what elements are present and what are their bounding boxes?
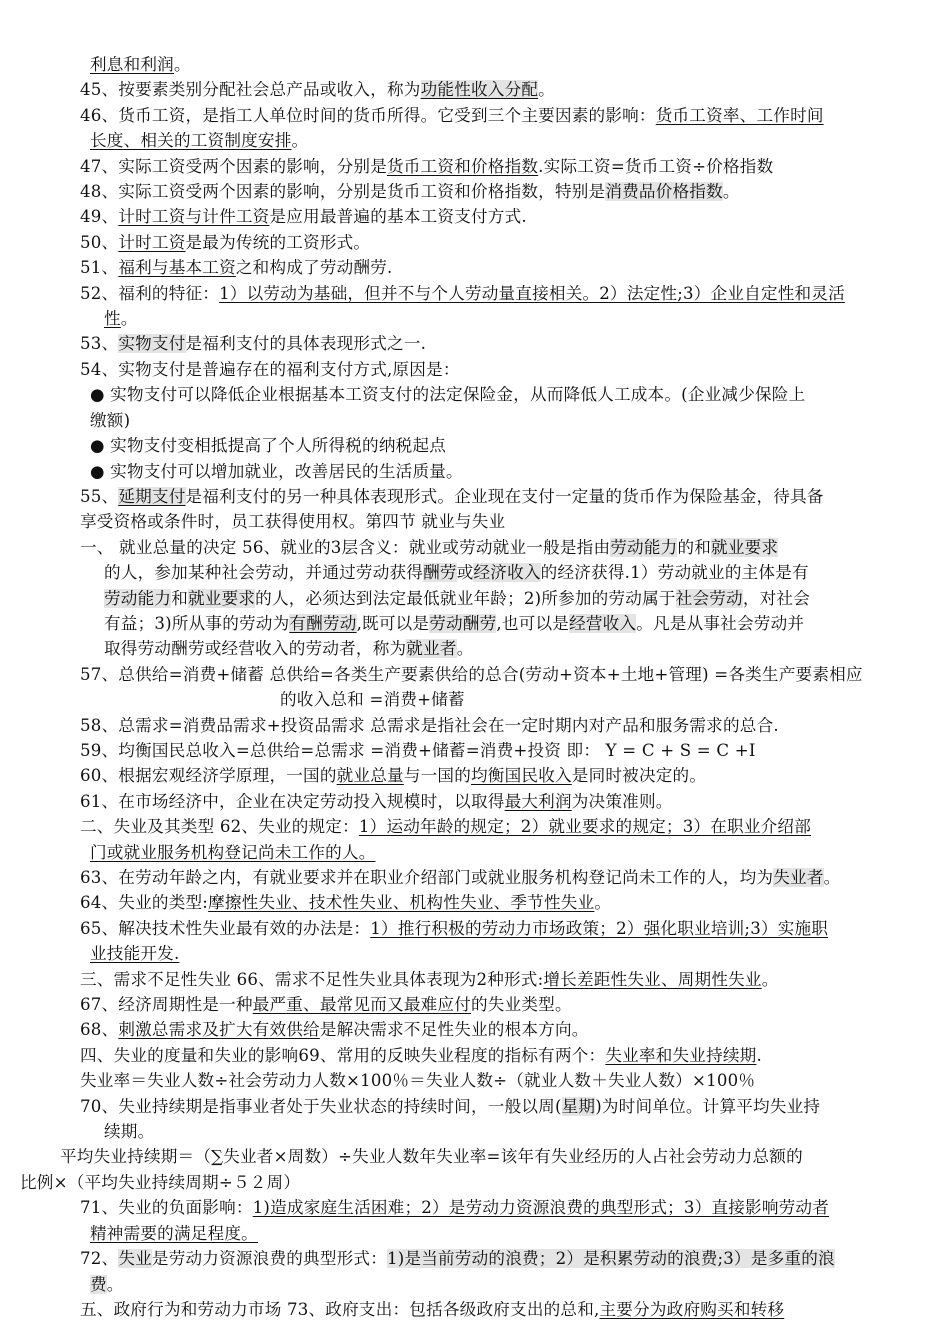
text-segment: 71、失业的负面影响： — [80, 1198, 253, 1218]
text-segment: ，对社会 — [742, 588, 811, 608]
text-line — [20, 763, 920, 788]
text-segment: 61、在市场经济中，企业在决定劳动投入规模时，以取得 — [80, 791, 505, 811]
text-segment: 60、根据宏观经济学原理，一国的 — [80, 766, 337, 786]
text-segment: 的失业类型。 — [471, 995, 572, 1015]
text-line — [20, 890, 920, 915]
text-line — [20, 1017, 920, 1042]
text-segment: 45、按要素类别分配社会总产品或收入，称为 — [80, 80, 421, 100]
text-line — [20, 865, 920, 890]
text-segment: 取得劳动酬劳或经营收入的劳动者，称为 — [104, 639, 407, 659]
text-line — [20, 204, 920, 229]
text-segment: 五、政府行为和劳动力市场 73、政府支出：包括各级政府支出的总和, — [80, 1299, 600, 1319]
text-line — [20, 1068, 920, 1093]
text-segment: 59、均衡国民总收入=总供给=总需求 =消费+储蓄=消费+投资 即： Y = C + S = C +I — [80, 740, 756, 760]
emphasized-text: 性 — [104, 309, 121, 329]
emphasized-text: 失业 — [118, 1249, 152, 1269]
text-segment: )为时间单位。计算平均失业持 — [595, 1096, 821, 1116]
text-line — [20, 382, 920, 407]
emphasized-text: 劳动能力 — [610, 537, 678, 557]
emphasized-text: 就业要求 — [711, 537, 779, 557]
text-segment: 是最为传统的工资形式。 — [185, 232, 371, 252]
text-segment: 续期。 — [104, 1122, 155, 1142]
text-line — [20, 1297, 920, 1322]
emphasized-text: 社会劳动 — [675, 588, 743, 608]
text-segment: 是福利支付的具体表现形式之一. — [185, 334, 427, 354]
emphasized-text: 星期 — [561, 1096, 596, 1116]
text-line — [20, 814, 920, 839]
text-segment: 失业率＝失业人数÷社会劳动力人数×100％＝失业人数÷（就业人数＋失业人数）×100％ — [80, 1071, 756, 1091]
text-segment: 63、在劳动年龄之内，有就业要求并在职业介绍部门或就业服务机构登记尚未工作的人，均为 — [80, 868, 774, 887]
emphasized-text: 失业者 — [773, 868, 824, 887]
text-segment: 。 — [761, 969, 779, 989]
text-line — [20, 484, 920, 509]
text-line — [20, 713, 920, 738]
text-segment: 。 — [120, 309, 138, 329]
text-segment: 之和构成了劳动酬劳. — [235, 258, 393, 278]
emphasized-text: 酬劳 — [423, 563, 457, 583]
text-line — [20, 941, 920, 966]
emphasized-text: 实物支付 — [118, 334, 186, 354]
text-line — [20, 1195, 920, 1220]
emphasized-text: 货币工资和价格指数 — [387, 156, 539, 176]
emphasized-text: 功能性收入分配 — [420, 80, 539, 100]
emphasized-text: 计时工资与计件工资 — [118, 207, 270, 227]
text-segment: 是应用最普遍的基本工资支付方式. — [269, 207, 527, 227]
text-segment: 二、失业及其类型 62、失业的规定： — [80, 817, 359, 837]
emphasized-text: 1）以劳动为基础，但并不与个人劳动量直接相关。2）法定性;3）企业自定性和灵活 — [219, 283, 845, 303]
text-line — [20, 662, 920, 687]
text-line — [20, 992, 920, 1017]
text-line — [20, 1170, 920, 1195]
text-line — [20, 306, 920, 331]
text-segment: 57、总供给=消费+储蓄 总供给=各类生产要素供给的总合(劳动+资本+土地+管理) =各类生产要素相应 — [80, 664, 863, 684]
text-segment: 四、失业的度量和失业的影响69、常用的反映失业程度的指标有两个： — [80, 1045, 606, 1065]
text-segment: 。 — [173, 55, 191, 74]
text-line — [20, 459, 920, 484]
text-segment: 52、福利的特征： — [80, 283, 220, 303]
text-segment: 49、 — [80, 207, 119, 227]
text-line — [20, 687, 920, 712]
text-segment: 是劳动力资源浪费的典型形式： — [151, 1249, 388, 1269]
text-line — [20, 1144, 920, 1169]
text-segment: 的人，必须达到法定最低就业年龄；2)所参加的劳动属于 — [255, 588, 676, 608]
emphasized-text: 费 — [90, 1274, 107, 1294]
text-segment: 的和 — [677, 537, 712, 557]
text-line — [20, 967, 920, 992]
text-segment: 50、 — [80, 232, 119, 252]
text-line — [20, 179, 920, 204]
text-segment: 64、失业的类型: — [80, 893, 209, 913]
text-line — [20, 331, 920, 356]
emphasized-text: 均衡国民收入 — [471, 766, 572, 786]
emphasized-text: 最严重、最常见而又最难应付 — [252, 995, 471, 1015]
emphasized-text: 货币工资率、工作时间 — [655, 105, 824, 125]
text-segment: 55、 — [80, 486, 119, 506]
emphasized-text: 业技能开发. — [90, 944, 180, 964]
emphasized-text: 1)造成家庭生活困难；2）是劳动力资源浪费的典型形式；3）直接影响劳动者 — [252, 1198, 830, 1218]
text-segment: 68、 — [80, 1020, 119, 1040]
text-segment: 67、经济周期性是一种 — [80, 995, 253, 1015]
text-segment: 。 — [823, 868, 841, 887]
text-segment: 。 — [106, 1274, 124, 1294]
text-segment: 的人，参加某种社会劳动，并通过劳动获得 — [104, 563, 424, 583]
text-line — [20, 230, 920, 255]
text-line — [20, 1246, 920, 1271]
text-segment: 与一国的 — [403, 766, 472, 786]
text-segment: 。 — [456, 639, 474, 659]
text-segment: 缴额) — [90, 410, 131, 430]
text-segment: 比例×（平均失业持续周期÷５２周） — [20, 1172, 301, 1192]
text-line — [20, 1094, 920, 1119]
text-line — [20, 586, 920, 611]
emphasized-text: 计时工资 — [118, 232, 186, 252]
text-line — [20, 636, 920, 661]
text-line — [20, 1043, 920, 1068]
text-segment: 三、需求不足性失业 66、需求不足性失业具体表现为2种形式: — [80, 969, 544, 989]
text-segment: 。 — [291, 131, 309, 151]
text-segment: 。凡是从事社会劳动并 — [636, 613, 805, 633]
text-line — [20, 433, 920, 458]
text-segment: . — [756, 1045, 762, 1065]
text-segment: 是福利支付的另一种具体表现形式。企业现在支付一定量的货币作为保险基金，待具备 — [185, 486, 824, 506]
text-line — [20, 916, 920, 941]
emphasized-text: 刺激总需求及扩大有效供给 — [118, 1020, 320, 1040]
text-segment: 47、实际工资受两个因素的影响，分别是 — [80, 156, 388, 176]
emphasized-text: 最大利润 — [504, 791, 572, 811]
text-line — [20, 840, 920, 865]
text-line — [20, 357, 920, 382]
text-segment: 72、 — [80, 1249, 119, 1269]
emphasized-text: 失业率和失业持续期 — [605, 1045, 757, 1065]
text-segment: 。 — [594, 893, 612, 913]
text-segment: 。 — [722, 182, 740, 202]
text-line — [20, 255, 920, 280]
text-segment: 有益；3)所从事的劳动为 — [104, 613, 290, 633]
text-segment: 平均失业持续期＝（∑失业者×周数）÷失业人数年失业率=该年有失业经历的人占社会劳动力总额的 — [60, 1147, 803, 1167]
text-line — [20, 281, 920, 306]
text-segment: ● 实物支付可以降低企业根据基本工资支付的法定保险金，从而降低人工成本。(企业减少保险上 — [90, 385, 806, 405]
emphasized-text: 就业者 — [406, 639, 457, 659]
emphasized-text: 经营收入 — [569, 613, 637, 633]
text-line — [20, 1272, 920, 1297]
text-line — [20, 509, 920, 534]
emphasized-text: 延期支付 — [118, 486, 186, 506]
emphasized-text: 有酬劳动 — [289, 613, 357, 633]
emphasized-text: 就业要求 — [187, 588, 256, 608]
text-segment: 的经济获得.1）劳动就业的主体是有 — [540, 563, 809, 583]
text-line — [20, 535, 920, 560]
emphasized-text: 经济收入 — [473, 563, 541, 583]
emphasized-text: 劳动酬劳 — [429, 613, 497, 633]
text-segment: 是同时被决定的。 — [571, 766, 707, 786]
text-line — [20, 1119, 920, 1144]
text-segment: 为决策准则。 — [571, 791, 673, 811]
text-segment: 46、货币工资，是指工人单位时间的货币所得。它受到三个主要因素的影响： — [80, 105, 656, 125]
text-segment: 是解决需求不足性失业的根本方向。 — [319, 1020, 589, 1040]
text-line — [20, 738, 920, 763]
text-segment: 一、 就业总量的决定 56、就业的3层含义：就业或劳动就业一般是指由 — [80, 537, 611, 557]
text-segment: 48、实际工资受两个因素的影响，分别是货币工资和价格指数，特别是 — [80, 182, 606, 202]
text-segment: ,既可以是 — [356, 613, 430, 633]
text-segment: 58、总需求=消费品需求+投资品需求 总需求是指社会在一定时期内对产品和服务需求的总合. — [80, 715, 779, 735]
text-segment: ● 实物支付变相抵提高了个人所得税的纳税起点 — [90, 436, 447, 456]
emphasized-text: 利息和利润 — [90, 55, 174, 74]
text-segment: 或 — [456, 563, 474, 583]
text-line — [20, 408, 920, 433]
text-segment: 的收入总和 =消费+储蓄 — [280, 690, 465, 710]
text-segment: 享受资格或条件时，员工获得使用权。第四节 就业与失业 — [80, 512, 506, 532]
text-line — [20, 789, 920, 814]
emphasized-text: 福利与基本工资 — [118, 258, 236, 278]
emphasized-text: 精神需要的满足程度。 — [90, 1223, 258, 1243]
text-line — [20, 52, 920, 77]
text-segment: 65、解决技术性失业最有效的办法是： — [80, 918, 371, 938]
text-line — [20, 128, 920, 153]
text-segment: ● 实物支付可以增加就业，改善居民的生活质量。 — [90, 461, 463, 481]
text-segment: 70、失业持续期是指事业者处于失业状态的持续时间，一般以周( — [80, 1096, 562, 1116]
text-line — [20, 560, 920, 585]
emphasized-text: 消费品价格指数 — [605, 182, 723, 202]
text-segment: 53、 — [80, 334, 119, 354]
emphasized-text: 1）推行积极的劳动力市场政策；2）强化职业培训;3）实施职 — [370, 918, 829, 938]
text-segment: .实际工资=货币工资÷价格指数 — [538, 156, 774, 176]
emphasized-text: 就业总量 — [336, 766, 404, 786]
emphasized-text: 门或就业服务机构登记尚未工作的人。 — [90, 842, 376, 862]
text-line — [20, 611, 920, 636]
emphasized-text: 1）运动年龄的规定；2）就业要求的规定；3）在职业介绍部 — [358, 817, 812, 837]
text-segment: 51、 — [80, 258, 119, 278]
text-segment: 和 — [171, 588, 188, 608]
text-segment: 54、实物支付是普遍存在的福利支付方式,原因是： — [80, 359, 460, 379]
document-body — [20, 52, 920, 1322]
text-line — [20, 154, 920, 179]
text-line — [20, 1221, 920, 1246]
emphasized-text: 劳动能力 — [104, 588, 172, 608]
emphasized-text: 增长差距性失业、周期性失业 — [543, 969, 762, 989]
text-line — [20, 103, 920, 128]
text-line — [20, 77, 920, 102]
emphasized-text: 摩擦性失业、技术性失业、机构性失业、季节性失业 — [208, 893, 595, 913]
emphasized-text: 1)是当前劳动的浪费；2）是积累劳动的浪费;3）是多重的浪 — [387, 1249, 835, 1269]
text-segment: ,也可以是 — [496, 613, 570, 633]
emphasized-text: 主要分为政府购买和转移 — [599, 1299, 785, 1319]
text-segment: 。 — [538, 80, 555, 100]
emphasized-text: 长度、相关的工资制度安排 — [90, 131, 292, 151]
